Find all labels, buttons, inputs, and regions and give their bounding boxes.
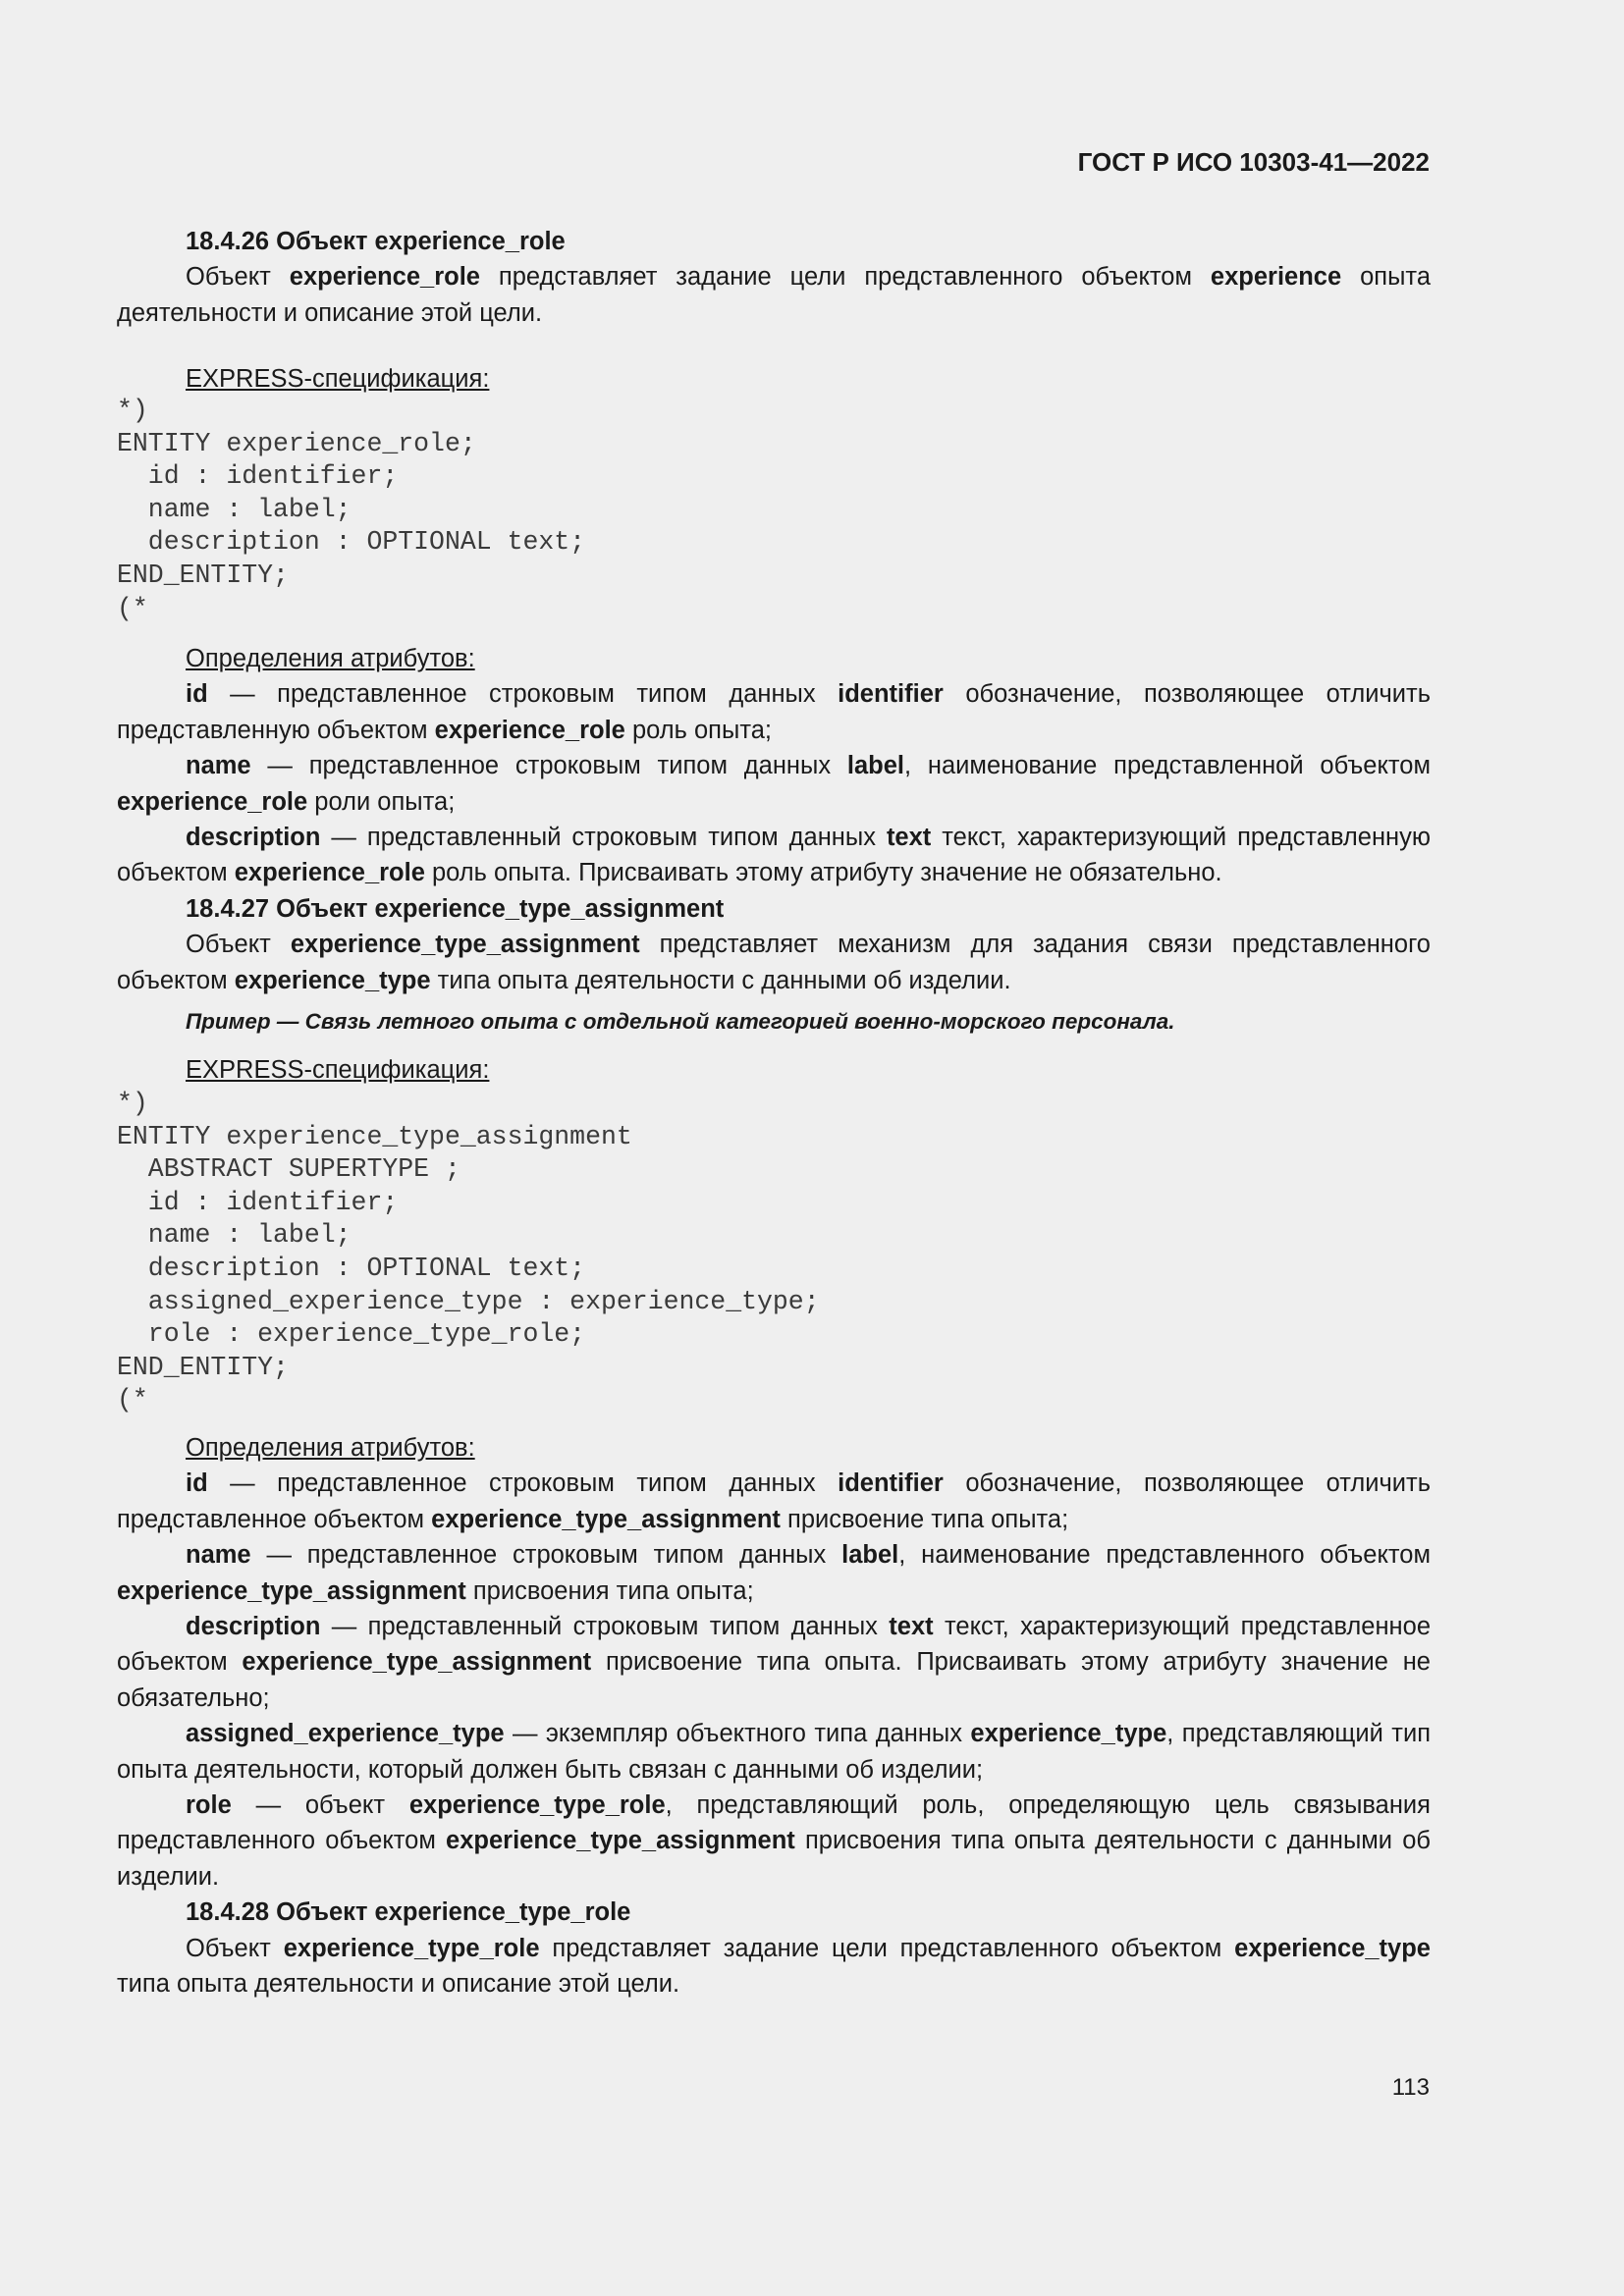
bold-term: text [889, 1613, 934, 1641]
example-block [117, 1004, 1431, 1040]
code-line: name : label; [117, 1220, 352, 1251]
attribute-definition [117, 1466, 1431, 1537]
attributes-label-text: Определения атрибутов: [186, 1434, 475, 1462]
bold-term: label [841, 1541, 899, 1570]
section-18-4-26-attributes [117, 641, 1431, 998]
text-run: представляет механизм для задания связи представленного объектом [117, 931, 1431, 994]
bold-term: experience_type_assignment [290, 931, 640, 959]
text-run: — представленный строковым типом данных [320, 824, 887, 852]
text-run: роль опыта; [624, 716, 772, 744]
attributes-label [117, 1430, 1431, 1466]
bold-term: experience_role [289, 263, 480, 292]
text-run: представляет задание цели представленного объектом [479, 263, 1211, 292]
attribute-definition [117, 676, 1431, 748]
text-run: — представленный строковым типом данных [320, 1613, 890, 1641]
text-run: Объект [186, 931, 291, 959]
bold-term: label [846, 752, 905, 780]
code-line: role : experience_type_role; [117, 1319, 586, 1350]
text-run: — представленное строковым типом данных [207, 1469, 839, 1498]
section-heading: 18.4.27 Объект experience_type_assignment [186, 894, 725, 923]
attribute-definition [117, 1609, 1431, 1716]
code-line: *) [117, 1089, 148, 1118]
text-run: Объект [186, 1934, 284, 1962]
bold-term: name [186, 1541, 251, 1570]
bold-term: identifier [838, 1469, 944, 1498]
section-heading: 18.4.28 Объект experience_type_role [186, 1898, 631, 1927]
text-run: — представленное строковым типом данных [250, 752, 847, 780]
code-line: *) [117, 396, 148, 425]
express-label-text: EXPRESS-спецификация: [186, 1056, 490, 1084]
bold-term: experience_role [117, 787, 308, 816]
section-heading: 18.4.26 Объект experience_role [186, 228, 566, 255]
attribute-definition [117, 1537, 1431, 1609]
code-line: END_ENTITY; [117, 560, 289, 590]
bold-term: experience_type_assignment [431, 1505, 781, 1533]
code-line: id : identifier; [117, 1187, 399, 1217]
bold-term: experience_type_role [283, 1934, 540, 1962]
text-run: типа опыта деятельности с данными об изделии. [430, 966, 1011, 994]
code-line: ENTITY experience_role; [117, 428, 476, 458]
code-line: END_ENTITY; [117, 1352, 289, 1382]
code-line: (* [117, 593, 148, 623]
code-line: description : OPTIONAL text; [117, 527, 586, 558]
express-label [117, 1052, 1431, 1088]
express-label [117, 361, 1431, 397]
text-run: текст, характеризующий представленное объектом [117, 1613, 1432, 1677]
section-18-4-27-attributes [117, 1430, 1431, 2002]
text-run: опыта деятельности и описание этой цели. [117, 263, 1432, 327]
code-line: description : OPTIONAL text; [117, 1253, 586, 1283]
express-code [117, 1088, 1431, 1417]
attribute-definition [117, 1788, 1431, 1895]
text-run: — представленное строковым типом данных [250, 1541, 842, 1570]
bold-term: experience_type [970, 1720, 1167, 1748]
bold-term: text [886, 824, 932, 852]
bold-term: experience_type [234, 966, 431, 994]
example-note: Пример — Связь летного опыта с отдельной категорией военно-морского персонала. [186, 1009, 1175, 1034]
bold-term: role [186, 1791, 232, 1820]
bold-term: experience_type_role [408, 1791, 666, 1820]
text-run: Объект [186, 263, 290, 292]
bold-term: id [186, 680, 208, 709]
code-line: name : label; [117, 494, 352, 524]
paragraph [117, 927, 1431, 998]
text-run: , представляющий тип опыта деятельности, который должен быть связан с данными об изделии; [117, 1720, 1431, 1784]
bold-term: identifier [838, 680, 944, 709]
code-line: id : identifier; [117, 461, 399, 492]
code-line: (* [117, 1385, 148, 1415]
express-code [117, 395, 1431, 625]
bold-term: experience_type_assignment [242, 1648, 592, 1677]
paragraph [117, 259, 1431, 331]
page-number: 113 [1391, 2074, 1430, 2101]
bold-term: name [186, 752, 251, 780]
text-run: , наименование представленного объектом [898, 1541, 1431, 1570]
express-label-text: EXPRESS-спецификация: [186, 365, 490, 393]
bold-term: experience_type_assignment [446, 1827, 795, 1855]
text-run: роли опыта; [307, 787, 456, 816]
text-run: присвоение типа опыта; [780, 1505, 1069, 1533]
bold-term: experience_type_assignment [117, 1576, 466, 1605]
text-run: , наименование представленной объектом [904, 752, 1432, 780]
code-line: ABSTRACT SUPERTYPE ; [117, 1154, 460, 1185]
attributes-label-text: Определения атрибутов: [186, 645, 475, 672]
text-run: присвоения типа опыта; [465, 1576, 754, 1605]
text-run: текст, характеризующий представленную объектом [117, 824, 1432, 887]
section-18-4-26-intro [117, 224, 1431, 331]
bold-term: experience_type [1234, 1934, 1431, 1962]
express-label-block [117, 1052, 1431, 1088]
code-line: ENTITY experience_type_assignment [117, 1121, 632, 1151]
text-run: — объект [231, 1791, 409, 1820]
bold-term: description [186, 1613, 321, 1641]
text-run: — экземпляр объектного типа данных [504, 1720, 971, 1748]
text-run: , представляющий роль, определяющую цель связывания представленного объектом [117, 1791, 1431, 1855]
bold-term: id [186, 1469, 208, 1498]
bold-term: experience_role [234, 859, 425, 887]
express-label-block [117, 361, 1431, 397]
text-run: присвоения типа опыта деятельности с данными об изделии. [117, 1827, 1431, 1891]
attribute-definition [117, 1716, 1431, 1788]
text-run: роль опыта. Присваивать этому атрибуту значение не обязательно. [424, 859, 1222, 887]
text-run: типа опыта деятельности и описание этой цели. [117, 1970, 680, 1999]
text-run: — представленное строковым типом данных [207, 680, 839, 709]
document-header: ГОСТ Р ИСО 10303-41—2022 [1077, 147, 1430, 177]
paragraph [117, 1931, 1431, 2002]
text-run: представляет задание цели представленного объектом [539, 1934, 1235, 1962]
attributes-label [117, 641, 1431, 676]
code-line: assigned_experience_type : experience_type; [117, 1286, 820, 1316]
attribute-definition [117, 748, 1431, 820]
bold-term: description [186, 824, 321, 852]
attribute-definition [117, 820, 1431, 891]
text-run: присвоение типа опыта. Присваивать этому атрибуту значение не обязательно; [117, 1648, 1431, 1712]
bold-term: assigned_experience_type [186, 1720, 505, 1748]
bold-term: experience [1210, 263, 1342, 292]
text-run: обозначение, позволяющее отличить представленное объектом [117, 1469, 1431, 1533]
text-run: обозначение, позволяющее отличить представленную объектом [117, 680, 1431, 744]
bold-term: experience_role [434, 716, 625, 744]
